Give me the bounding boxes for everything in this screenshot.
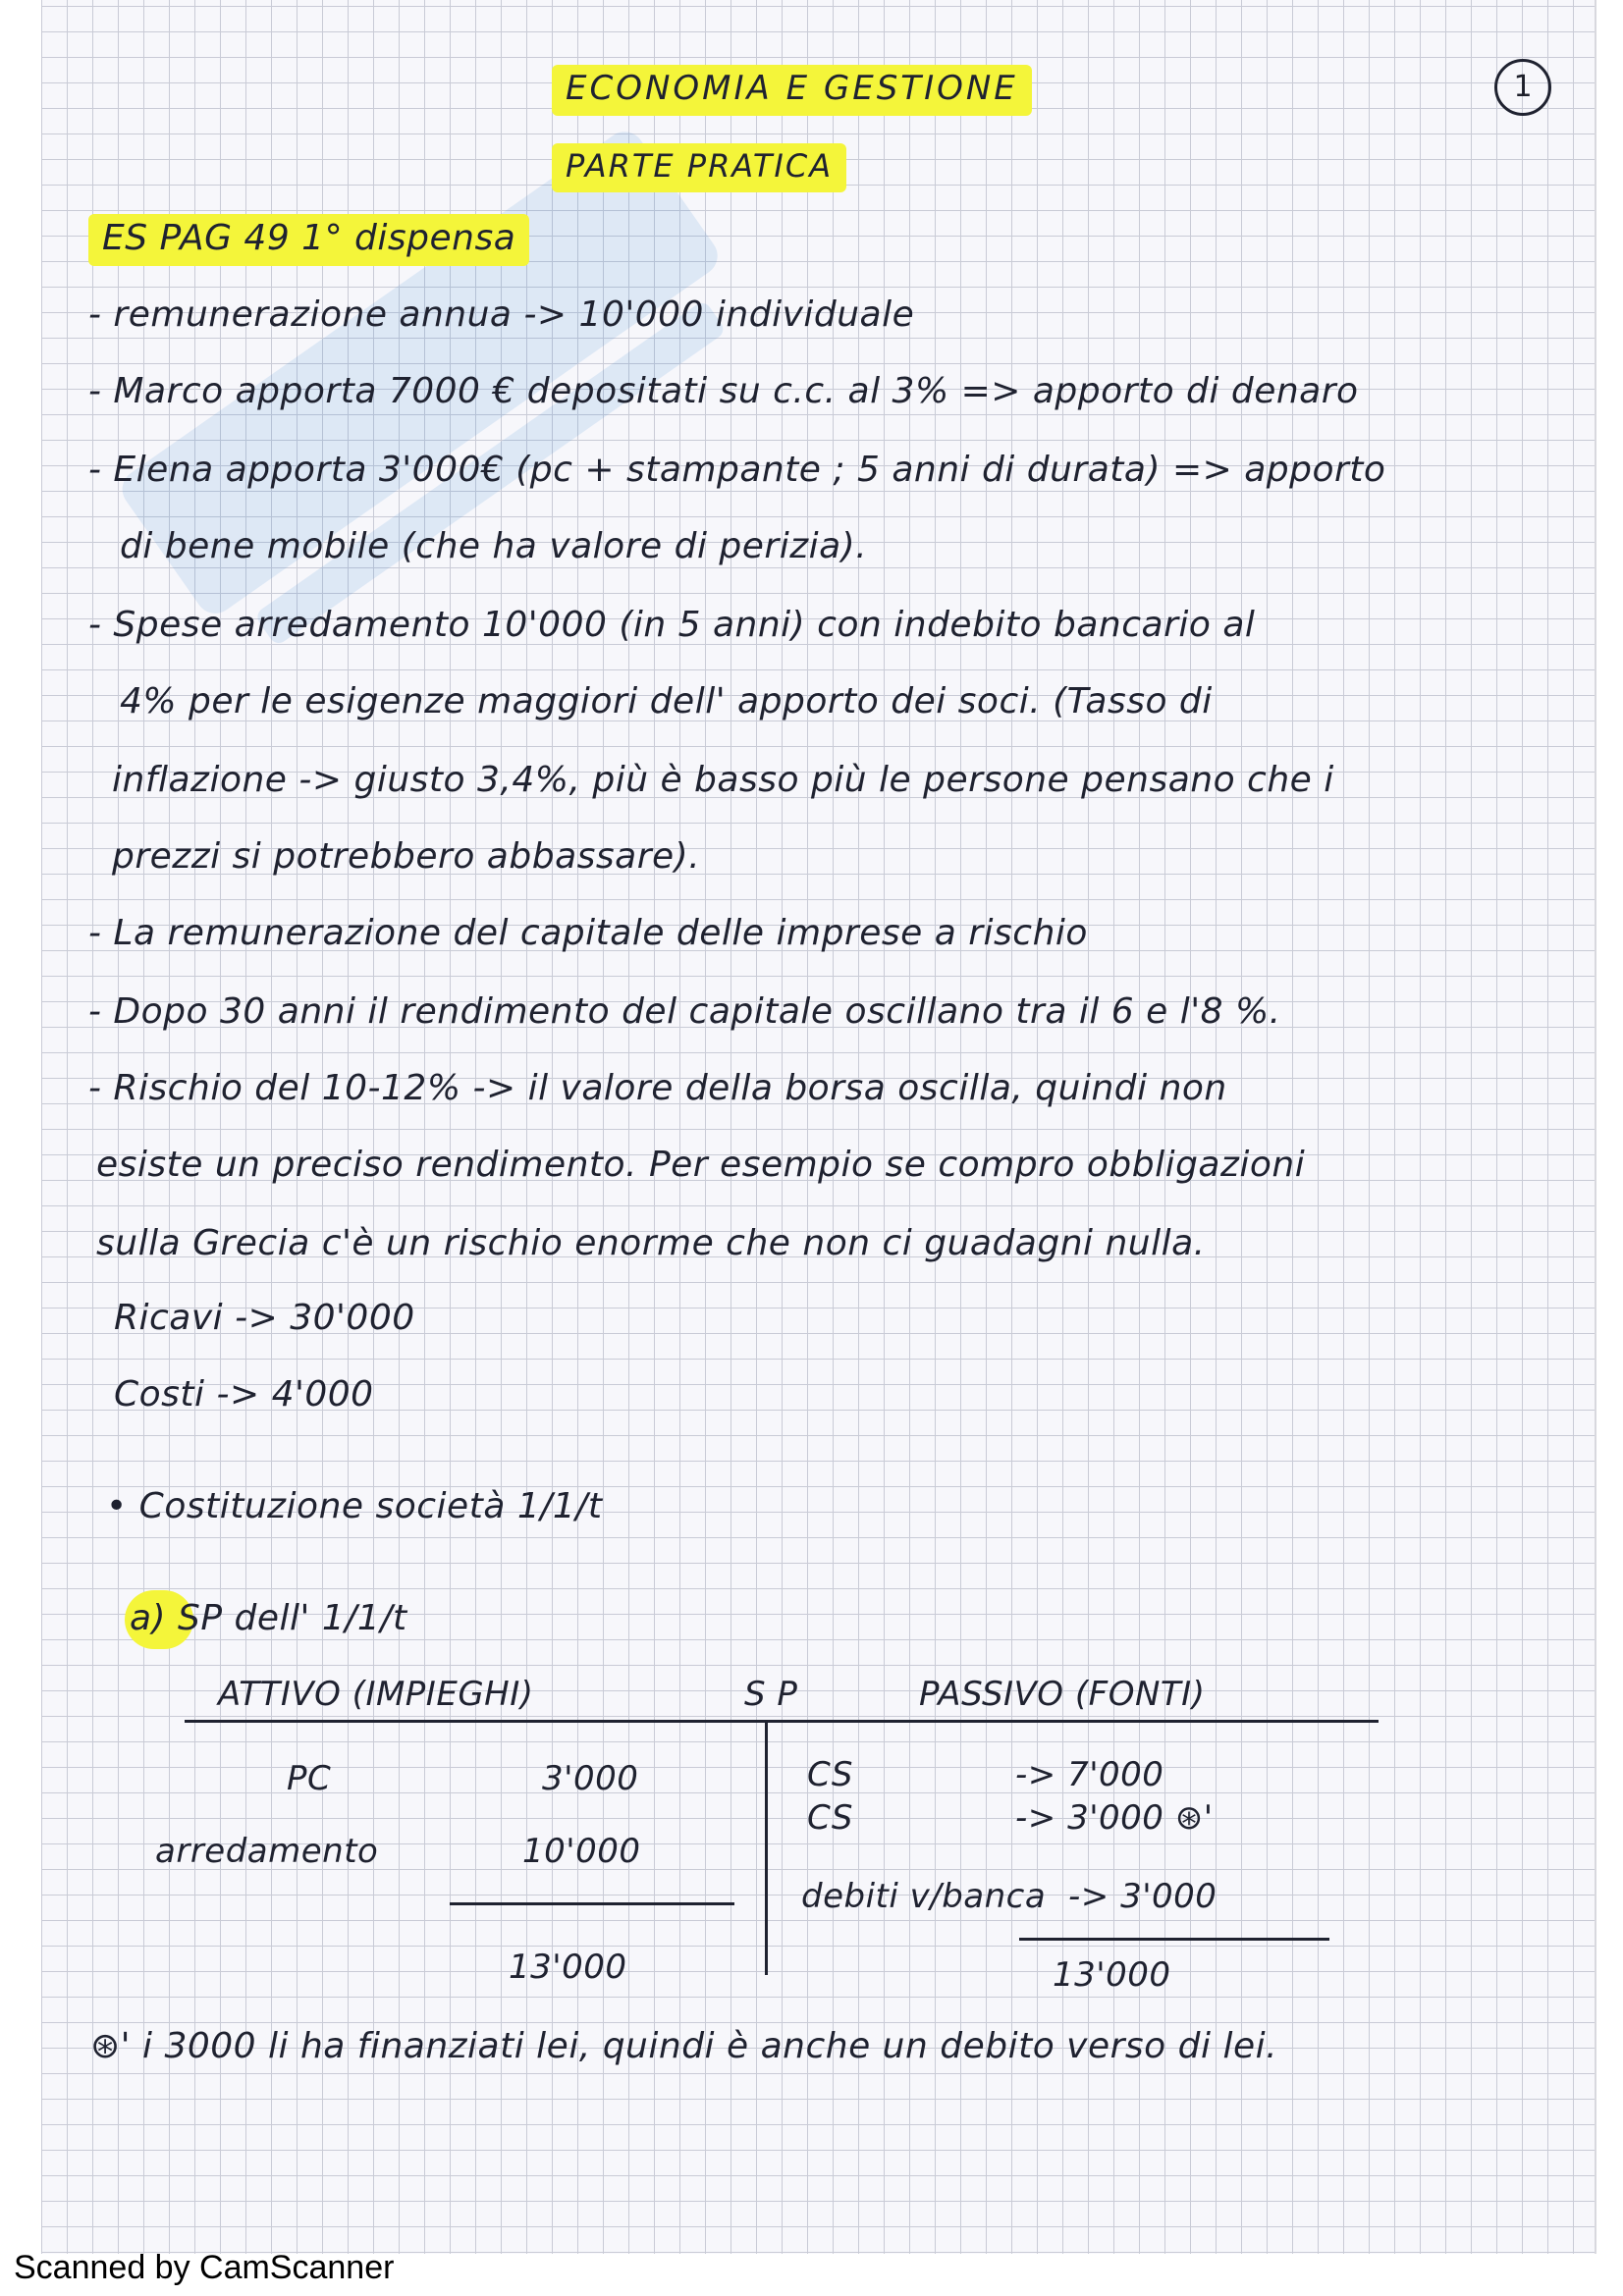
note-line: - Dopo 30 anni il rendimento del capitale oscillano tra il 6 e l'8 %. [88, 991, 1281, 1032]
exercise-heading: ES PAG 49 1° dispensa [88, 218, 529, 258]
balance-sheet-label: S P [744, 1675, 798, 1714]
note-line: Costi -> 4'000 [114, 1374, 374, 1415]
note-line: prezzi si potrebbero abbassare). [112, 836, 701, 877]
asset-name: arredamento [155, 1832, 379, 1871]
assets-header: ATTIVO (IMPIEGHI) [218, 1675, 534, 1714]
liabilities-total: 13'000 [1053, 1955, 1171, 1995]
liability-value: -> 3'000 ⊛' [1015, 1798, 1214, 1838]
note-line: 4% per le esigenze maggiori dell' apporto dei soci. (Tasso di [120, 681, 1213, 721]
liabilities-header: PASSIVO (FONTI) [919, 1675, 1206, 1714]
note-line: di bene mobile (che ha valore di perizia). [120, 526, 868, 566]
scanner-footer: Scanned by CamScanner [14, 2249, 395, 2286]
note-line: sulla Grecia c'è un rischio enorme che non ci guadagni nulla. [96, 1223, 1206, 1263]
note-line: - Rischio del 10-12% -> il valore della borsa oscilla, quindi non [88, 1068, 1227, 1108]
note-line: esiste un preciso rendimento. Per esempio se compro obbligazioni [96, 1145, 1306, 1185]
note-line: inflazione -> giusto 3,4%, più è basso più le persone pensano che i [112, 760, 1334, 800]
asset-value: 10'000 [522, 1832, 641, 1871]
liability-value: -> 7'000 [1015, 1755, 1164, 1794]
page-title: ECONOMIA E GESTIONE [552, 69, 1032, 108]
liability-value: -> 3'000 [1068, 1877, 1217, 1916]
note-line: - remunerazione annua -> 10'000 individuale [88, 294, 915, 335]
liability-name: CS [807, 1755, 853, 1794]
note-line: - Elena apporta 3'000€ (pc + stampante ; 5 anni di durata) => apporto [88, 450, 1386, 490]
liability-name: debiti v/banca [801, 1877, 1047, 1916]
footnote: ⊛' i 3000 li ha finanziati lei, quindi è anche un debito verso di lei. [90, 2026, 1278, 2066]
page-subtitle: PARTE PRATICA [552, 147, 846, 185]
notebook-page [41, 0, 1596, 2254]
note-line: - La remunerazione del capitale delle imprese a rischio [88, 913, 1088, 953]
note-line: - Marco apporta 7000 € depositati su c.c. al 3% => apporto di denaro [88, 371, 1359, 411]
liabilities-total-line [1019, 1938, 1329, 1941]
note-line: • Costituzione società 1/1/t [106, 1486, 603, 1526]
asset-name: PC [287, 1759, 332, 1798]
section-a-label: a) SP dell' 1/1/t [130, 1598, 407, 1638]
t-account-horizontal-line [185, 1720, 1379, 1723]
note-line: - Spese arredamento 10'000 (in 5 anni) con indebito bancario al [88, 605, 1256, 645]
assets-total: 13'000 [509, 1948, 627, 1987]
liability-name: CS [807, 1798, 853, 1838]
t-account-vertical-line [765, 1720, 768, 1975]
page-number: 1 [1494, 59, 1551, 116]
asset-value: 3'000 [542, 1759, 639, 1798]
note-line: Ricavi -> 30'000 [114, 1298, 415, 1338]
assets-total-line [450, 1902, 734, 1905]
